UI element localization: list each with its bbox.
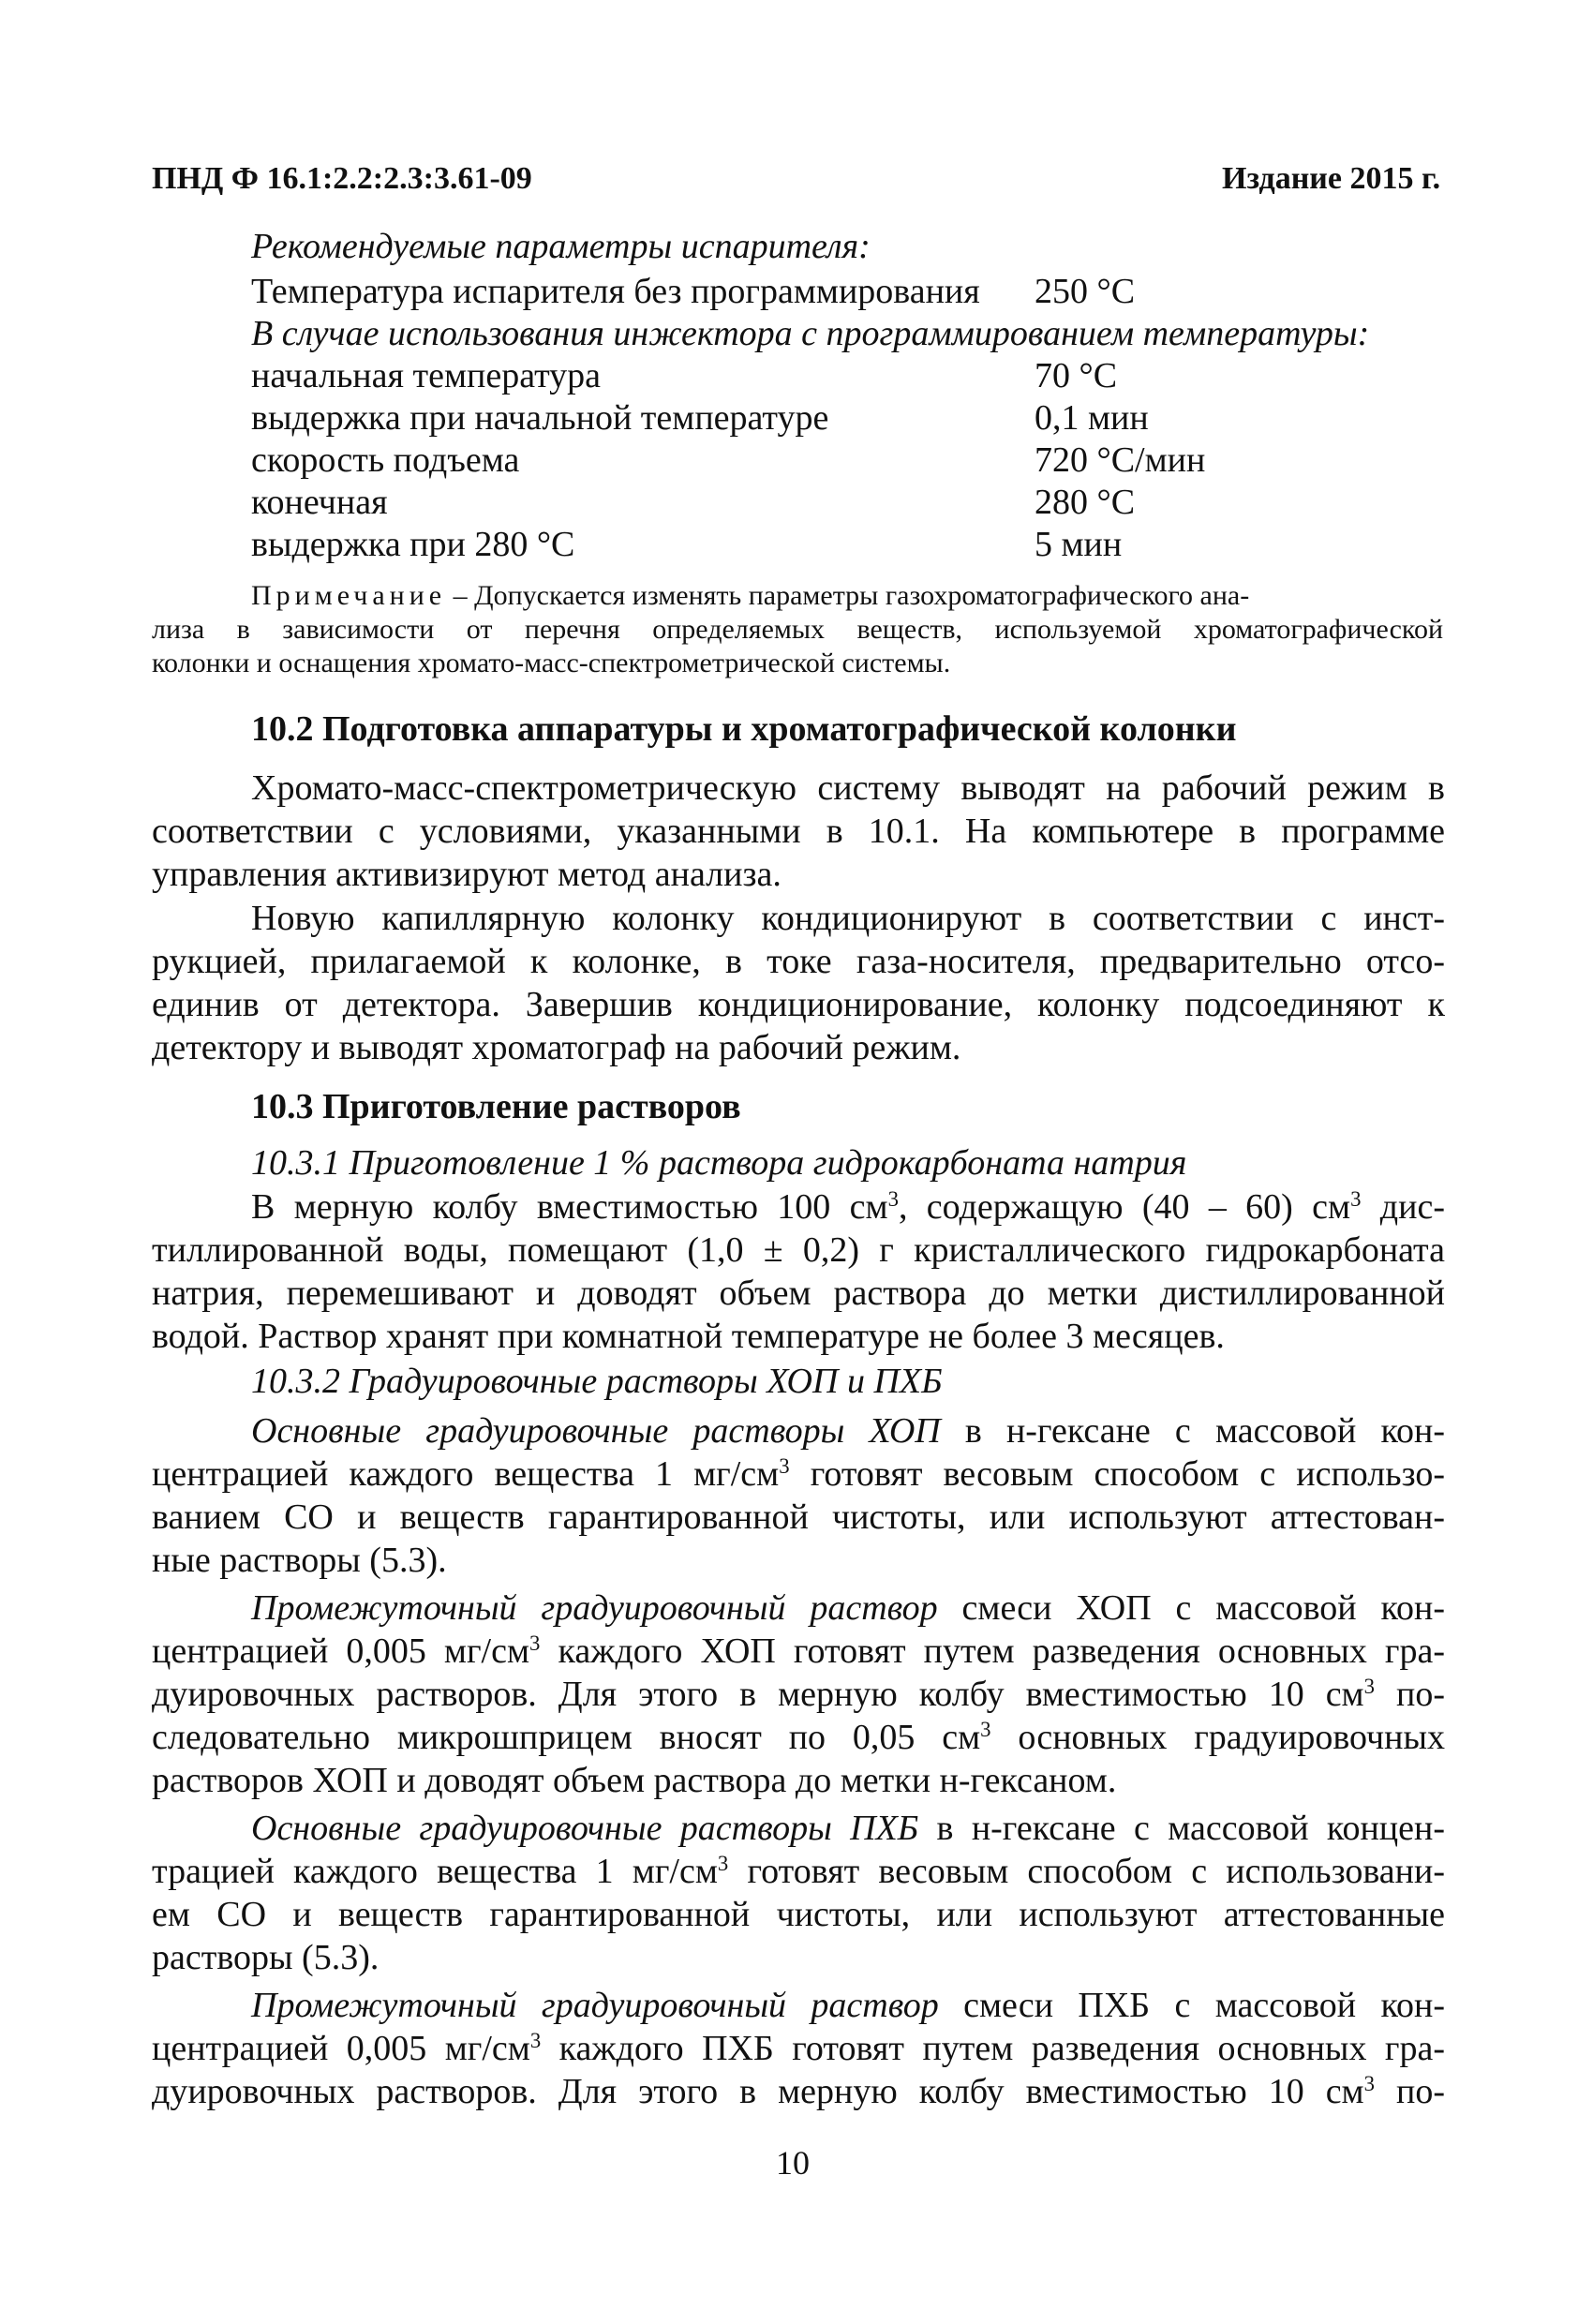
section-10-3-heading: 10.3 Приготовление растворов [251, 1087, 741, 1126]
text-run: следовательно микрошприцем вносят по 0,05 см [152, 1718, 981, 1757]
italic-term: Промежуточный градуировочный раствор [251, 1588, 938, 1628]
italic-term: Промежуточный градуировочный раствор [251, 1986, 939, 2025]
superscript: 3 [779, 1454, 790, 1479]
param-value: 280 °С [1035, 483, 1136, 522]
text-run: по- [1375, 2072, 1445, 2111]
body-line [152, 2070, 1445, 2113]
section-10-2-heading: 10.2 Подготовка аппаратуры и хроматографической колонки [251, 709, 1237, 749]
text-run: в н-гексане с массовой концен- [918, 1809, 1445, 1848]
note-line: колонки и оснащения хромато-масс-спектрометрической системы. [152, 648, 951, 678]
body-line: растворы (5.3). [152, 1938, 380, 1977]
text-run: в н-гексане с массовой кон- [940, 1411, 1445, 1451]
italic-term: Основные градуировочные растворы ПХБ [251, 1809, 919, 1848]
body-line: натрия, перемешивают и доводят объем раствора до метки дистиллированной [152, 1274, 1445, 1313]
body-line [152, 1452, 1445, 1496]
body-line: водой. Раствор хранят при комнатной температуре не более 3 месяцев. [152, 1317, 1225, 1356]
param-label: выдержка при 280 °С [251, 525, 575, 564]
body-line: соответствии с условиями, указанными в 10.1. На компьютере в программе [152, 812, 1445, 851]
body-line: Хромато-масс-спектрометрическую систему выводят на рабочий режим в [251, 768, 1445, 808]
evaporator-temp-value: 250 °С [1035, 272, 1136, 311]
body-line: рукцией, прилагаемой к колонке, в токе газа-носителя, предварительно отсо- [152, 942, 1445, 981]
body-line [152, 2027, 1445, 2070]
param-value: 0,1 мин [1035, 398, 1149, 438]
body-line: ем СО и веществ гарантированной чистоты, или используют аттестованные [152, 1895, 1445, 1934]
note-line: лиза в зависимости от перечня определяемых веществ, используемой хроматографической [152, 614, 1443, 645]
text-run: трацией каждого вещества 1 мг/см [152, 1852, 718, 1891]
body-line [152, 1716, 1445, 1759]
body-line [251, 1984, 1445, 2027]
note-label: Примечание [251, 580, 447, 611]
evaporator-temp-label: Температура испарителя без программирования [251, 272, 980, 311]
text-run: центрацией 0,005 мг/см [152, 2029, 530, 2068]
text-run: смеси ПХБ с массовой кон- [938, 1986, 1445, 2025]
text-run: центрацией 0,005 мг/см [152, 1631, 530, 1671]
param-label: конечная [251, 483, 388, 522]
text-run: дуировочных растворов. Для этого в мерную колбу вместимостью 10 см [152, 2072, 1364, 2111]
param-value: 70 °С [1035, 356, 1118, 395]
body-line: ванием СО и веществ гарантированной чистоты, или используют аттестован- [152, 1497, 1445, 1537]
superscript: 3 [717, 1852, 729, 1876]
body-line: единив от детектора. Завершив кондиционирование, колонку подсоединяют к [152, 985, 1445, 1024]
body-line: ные растворы (5.3). [152, 1541, 447, 1580]
body-line: тиллированной воды, помещают (1,0 ± 0,2) г кристаллического гидрокарбоната [152, 1230, 1445, 1270]
note-first-line [251, 579, 1249, 613]
body-line [251, 1587, 1445, 1630]
text-run: по- [1375, 1675, 1445, 1714]
edition-label: Издание 2015 г. [1222, 161, 1441, 196]
superscript: 3 [529, 2029, 542, 2053]
subsection-10-3-2-heading: 10.3.2 Градуировочные растворы ХОП и ПХБ [251, 1362, 943, 1401]
param-value: 720 °С/мин [1035, 440, 1206, 480]
text-run: дуировочных растворов. Для этого в мерную колбу вместимостью 10 см [152, 1675, 1364, 1714]
body-line: растворов ХОП и доводят объем раствора до метки н-гексаном. [152, 1761, 1117, 1800]
programmed-heading: В случае использования инжектора с программированием температуры: [251, 314, 1370, 353]
body-line [251, 1185, 1445, 1229]
text-run: готовят весовым способом с использо- [789, 1454, 1446, 1494]
param-label: скорость подъема [251, 440, 520, 480]
body-line [152, 1850, 1445, 1893]
superscript: 3 [529, 1631, 541, 1656]
body-line [251, 1807, 1445, 1850]
body-line: детектору и выводят хроматограф на рабочий режим. [152, 1028, 961, 1067]
param-label: начальная температура [251, 356, 602, 395]
text-run: каждого ПХБ готовят путем разведения основных гра- [541, 2029, 1445, 2068]
text-run: каждого ХОП готовят путем разведения основных гра- [540, 1631, 1445, 1671]
param-label: выдержка при начальной температуре [251, 398, 829, 438]
superscript: 3 [887, 1187, 899, 1212]
superscript: 3 [1363, 1675, 1376, 1699]
text-run: В мерную колбу вместимостью 100 см [251, 1187, 888, 1227]
note-dash: – [446, 580, 475, 611]
body-line [251, 1409, 1445, 1452]
superscript: 3 [1363, 2072, 1376, 2096]
superscript: 3 [980, 1718, 991, 1742]
text-run: , содержащую (40 – 60) см [898, 1187, 1351, 1227]
body-line [152, 1673, 1445, 1716]
subsection-10-3-1-heading: 10.3.1 Приготовление 1 % раствора гидрокарбоната натрия [251, 1143, 1187, 1183]
body-line: Новую капиллярную колонку кондиционируют в соответствии с инст- [251, 899, 1445, 938]
text-run: основных градуировочных [990, 1718, 1445, 1757]
italic-term: Основные градуировочные растворы ХОП [251, 1411, 941, 1451]
page-number: 10 [776, 2144, 810, 2182]
evaporator-heading: Рекомендуемые параметры испарителя: [251, 227, 871, 266]
note-text: Допускается изменять параметры газохроматографического ана- [474, 580, 1250, 611]
document-code: ПНД Ф 16.1:2.2:2.3:3.61-09 [152, 161, 532, 196]
body-line: управления активизируют метод анализа. [152, 855, 782, 894]
text-run: дис- [1361, 1187, 1445, 1227]
text-run: готовят весовым способом с использовани- [728, 1852, 1445, 1891]
text-run: смеси ХОП с массовой кон- [937, 1588, 1446, 1628]
body-line [152, 1630, 1445, 1673]
superscript: 3 [1350, 1187, 1362, 1212]
text-run: центрацией каждого вещества 1 мг/см [152, 1454, 780, 1494]
param-value: 5 мин [1035, 525, 1123, 564]
